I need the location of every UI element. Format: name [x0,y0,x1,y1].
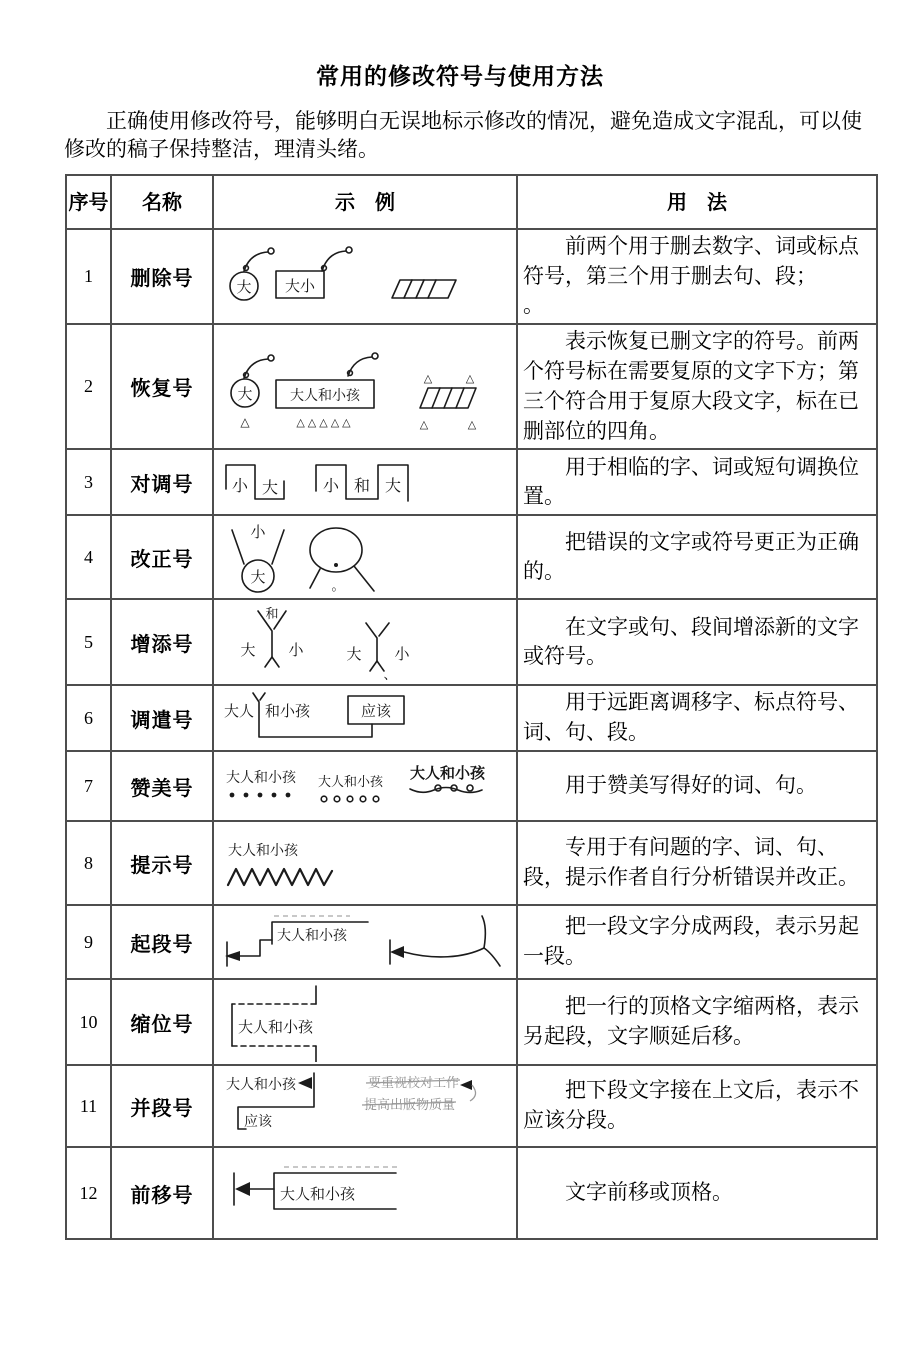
symbol-usage: 把错误的文字或符号更正为正确的。 [517,515,877,599]
svg-text:和: 和 [353,478,371,496]
svg-text:大: 大 [237,386,253,403]
delete-hook-icon [244,248,274,271]
svg-text:和小孩: 和小孩 [265,704,311,721]
table-row [66,449,877,515]
symbol-name: 增添号 [111,599,213,685]
svg-text:大: 大 [384,478,402,496]
emphasis-loops-icon [410,785,482,793]
symbol-name: 赞美号 [111,751,213,821]
header-usage: 用 法 [517,175,877,229]
symbol-usage: 表示恢复已删文字的符号。前两个符号标在需要复原的文字下方；第三个符合用于复原大段文字，标在已删部位的四角。 [517,324,877,449]
svg-text:大人和小孩: 大人和小孩 [290,388,360,404]
emphasis-dots-icon [230,793,291,798]
table-row [66,685,877,751]
row-number: 10 [66,979,111,1065]
triangle-row-icon: △△△△△ [296,416,354,429]
row-number: 2 [66,324,111,449]
row-number: 5 [66,599,111,685]
table-row [66,229,877,324]
symbol-example [213,229,517,324]
merge-connector-icon [460,1080,476,1101]
symbol-example [213,1147,517,1239]
intro-paragraph: 正确使用修改符号，能够明白无误地标示修改的情况，避免造成文字混乱，可以使修改的稿子保持整洁，理清头绪。 [64,109,862,162]
symbol-example [213,599,517,685]
row-number: 8 [66,821,111,905]
row-number: 3 [66,449,111,515]
table-row [66,515,877,599]
symbol-usage: 用于赞美写得好的词、句。 [517,751,877,821]
svg-text:提高出版物质量: 提高出版物质量 [364,1097,456,1112]
table-row [66,599,877,685]
symbol-name: 调遣号 [111,685,213,751]
row-number: 9 [66,905,111,979]
hatched-bar-icon [420,388,476,408]
svg-text:。: 。 [331,578,345,594]
table-row [66,979,877,1065]
symbol-usage: 文字前移或顶格。 [517,1147,877,1239]
svg-text:大人和小孩: 大人和小孩 [238,1020,314,1036]
svg-text:大: 大 [240,643,256,660]
delete-hook-icon [322,247,352,271]
svg-text:应该: 应该 [360,704,392,721]
svg-text:应该: 应该 [244,1115,272,1130]
svg-text:大人和小孩: 大人和小孩 [226,1078,296,1093]
table-row [66,1065,877,1147]
symbol-usage: 用于相临的字、词或短句调换位置。 [517,449,877,515]
delete-hook-icon [244,355,274,378]
symbol-example [213,1065,517,1147]
symbol-usage: 把一段文字分成两段，表示另起一段。 [517,905,877,979]
svg-text:小: 小 [288,643,304,660]
zigzag-underline-icon [228,869,332,885]
symbol-example [213,324,517,449]
svg-text:大人和小孩: 大人和小孩 [280,1187,356,1203]
table-row [66,905,877,979]
table-row [66,751,877,821]
svg-text:大人和小孩: 大人和小孩 [226,771,296,786]
symbol-usage: 专用于有问题的字、词、句、段，提示作者自行分析错误并改正。 [517,821,877,905]
symbol-example [213,821,517,905]
row-number: 4 [66,515,111,599]
symbol-name: 改正号 [111,515,213,599]
svg-text:大: 大 [346,647,362,664]
header-example: 示 例 [213,175,517,229]
row-number: 12 [66,1147,111,1239]
symbol-name: 删除号 [111,229,213,324]
symbol-example [213,751,517,821]
front-shift-arrow-icon [234,1173,274,1205]
table-row [66,821,877,905]
svg-text:大人: 大人 [224,704,255,721]
triangle-icon: △ [465,372,475,385]
svg-text:大: 大 [250,570,266,587]
svg-text:小: 小 [250,525,266,542]
svg-text:大人和小孩: 大人和小孩 [228,844,298,859]
svg-text:大: 大 [261,480,279,498]
symbol-usage: 前两个用于删去数字、词或标点符号，第三个用于删去句、段； 。 [517,229,877,324]
svg-text:大: 大 [236,280,252,297]
symbol-example [213,979,517,1065]
symbol-usage: 把下段文字接在上文后，表示不应该分段。 [517,1065,877,1147]
header-no: 序号 [66,175,111,229]
svg-text:小: 小 [322,478,340,496]
symbol-example [213,905,517,979]
symbol-name: 提示号 [111,821,213,905]
symbol-example [213,685,517,751]
symbol-usage: 把一行的顶格文字缩两格，表示另起段，文字顺延后移。 [517,979,877,1065]
symbol-example [213,449,517,515]
triangle-icon: △ [423,372,433,385]
svg-text:要重视校对工作: 要重视校对工作 [368,1075,460,1090]
symbol-name: 缩位号 [111,979,213,1065]
fork-curve-icon [390,916,500,966]
svg-text:大人和小孩: 大人和小孩 [318,774,384,789]
svg-text:大人和小孩: 大人和小孩 [277,929,347,944]
triangle-icon: △ [419,418,429,431]
row-number: 6 [66,685,111,751]
delete-hook-icon [348,353,378,376]
row-number: 11 [66,1065,111,1147]
header-name: 名称 [111,175,213,229]
symbol-name: 起段号 [111,905,213,979]
symbol-name: 并段号 [111,1065,213,1147]
symbol-name: 恢复号 [111,324,213,449]
svg-text:大小: 大小 [284,279,316,296]
page-title: 常用的修改符号与使用方法 [316,64,604,90]
svg-text:、: 、 [383,667,397,682]
hatched-bar-icon [392,280,456,298]
revision-symbols-table [65,174,878,1240]
svg-text:大人和小孩: 大人和小孩 [410,766,486,782]
row-number: 1 [66,229,111,324]
triangle-icon: △ [467,418,477,431]
symbol-name: 对调号 [111,449,213,515]
row-number: 7 [66,751,111,821]
insert-caret-icon [366,623,389,671]
symbol-name: 前移号 [111,1147,213,1239]
svg-text:小: 小 [394,647,410,664]
svg-text:和: 和 [265,606,279,622]
emphasis-circles-icon [321,796,379,802]
table-row [66,324,877,449]
table-header-row [66,175,877,229]
triangle-icon: △ [240,414,250,429]
table-row [66,1147,877,1239]
symbol-usage: 用于远距离调移字、标点符号、词、句、段。 [517,685,877,751]
symbol-usage: 在文字或句、段间增添新的文字或符号。 [517,599,877,685]
symbol-example [213,515,517,599]
svg-text:小: 小 [231,478,249,496]
